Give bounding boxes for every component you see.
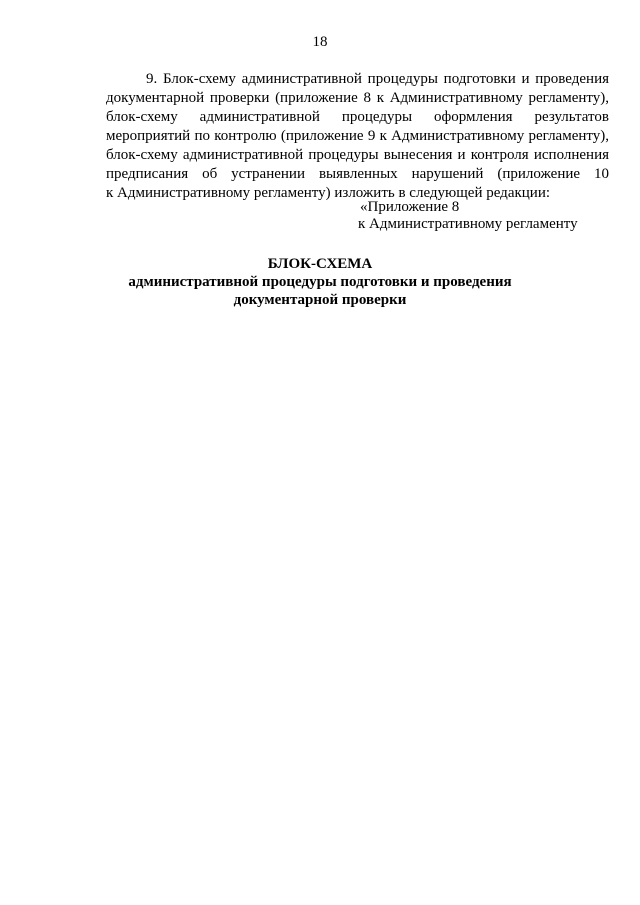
paragraph-line: мероприятий по контролю (приложение 9 к Административному регламенту), xyxy=(106,128,609,144)
paragraph-line: документарной проверки (приложение 8 к Административному регламенту), xyxy=(106,90,609,106)
page-number: 18 xyxy=(312,34,328,50)
paragraph-line: к Административному регламенту) изложить в следующей редакции: xyxy=(106,185,551,201)
appendix-regulation: к Административному регламенту xyxy=(358,216,578,232)
amendment-paragraph xyxy=(106,70,609,203)
appendix-reference xyxy=(358,199,578,233)
title-subtitle-line: документарной проверки xyxy=(233,292,407,308)
title-subtitle-line: административной процедуры подготовки и проведения xyxy=(128,274,512,290)
appendix-label: «Приложение 8 xyxy=(360,199,460,215)
flowchart-title xyxy=(0,255,640,309)
paragraph-line: 9. Блок-схему административной процедуры подготовки и проведения xyxy=(146,71,609,87)
title-heading: БЛОК-СХЕМА xyxy=(267,256,373,272)
paragraph-line: предписания об устранении выявленных нарушений (приложение 10 xyxy=(106,166,609,182)
paragraph-line: блок-схему административной процедуры вынесения и контроля исполнения xyxy=(106,147,609,163)
paragraph-line: блок-схему административной процедуры оформления результатов xyxy=(106,109,609,125)
